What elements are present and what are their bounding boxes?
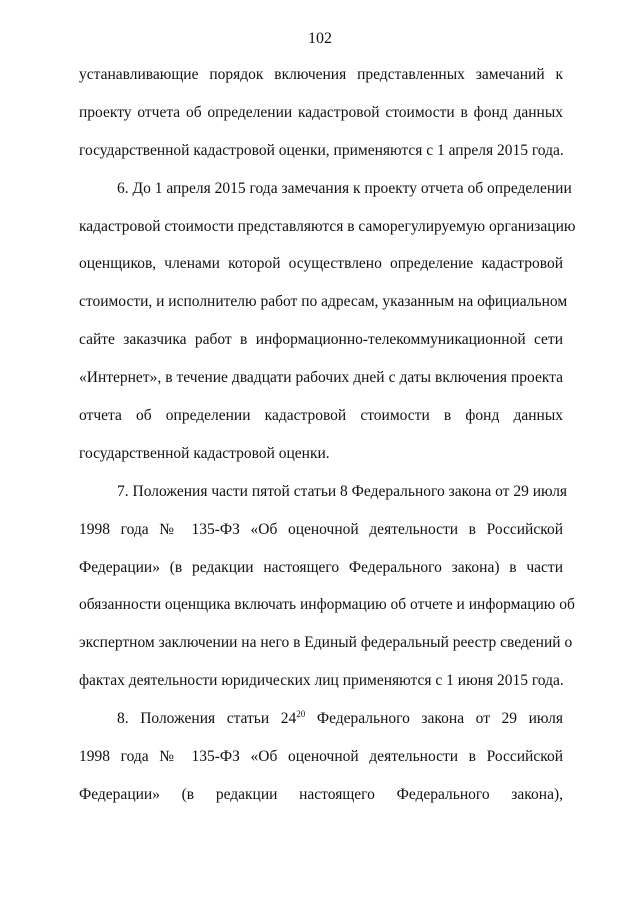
text-line: проекту отчета об определении кадастровой стоимости в фонд данных [79, 103, 563, 121]
text-line: Федерации» (в редакции настоящего Федерального закона) в части [79, 558, 563, 576]
paragraph-8-start [79, 706, 563, 744]
text-line: экспертном заключении на него в Единый федеральный реестр сведений о [79, 634, 573, 652]
text-line: устанавливающие порядок включения представленных замечаний к [79, 66, 563, 83]
text-line: отчета об определении кадастровой стоимости в фонд данных [79, 407, 563, 425]
text-line: 1998 года № 135-ФЗ «Об оценочной деятельности в Российской [79, 748, 563, 766]
text-line: кадастровой стоимости представляются в саморегулируемую организацию [79, 217, 576, 235]
text-line: оценщиков, членами которой осуществлено определение кадастровой [79, 255, 563, 273]
paragraph-8-suffix: Федерального закона от 29 июля [305, 710, 563, 728]
text-line: «Интернет», в течение двадцати рабочих дней с даты включения проекта [79, 369, 563, 387]
text-line: 1998 года № 135-ФЗ «Об оценочной деятельности в Российской [79, 520, 563, 538]
text-line: государственной кадастровой оценки. [79, 444, 330, 462]
article-superscript: 20 [296, 709, 306, 720]
text-line: фактах деятельности юридических лиц применяются с 1 июня 2015 года. [79, 672, 564, 690]
page-number: 102 [308, 30, 332, 47]
text-line: сайте заказчика работ в информационно-телекоммуникационной сети [79, 331, 563, 349]
paragraph-6-start: 6. До 1 апреля 2015 года замечания к проекту отчета об определении [117, 179, 572, 197]
text-line: стоимости, и исполнителю работ по адресам, указанным на официальном [79, 293, 568, 311]
paragraph-8-prefix: 8. Положения статьи 24 [117, 710, 297, 728]
text-line: государственной кадастровой оценки, применяются с 1 апреля 2015 года. [79, 141, 564, 159]
text-line: обязанности оценщика включать информацию об отчете и информацию об [79, 596, 575, 614]
text-line: Федерации» (в редакции настоящего Федерального закона), [79, 785, 563, 803]
paragraph-7-start: 7. Положения части пятой статьи 8 Федерального закона от 29 июля [117, 482, 568, 500]
document-body [79, 62, 576, 820]
